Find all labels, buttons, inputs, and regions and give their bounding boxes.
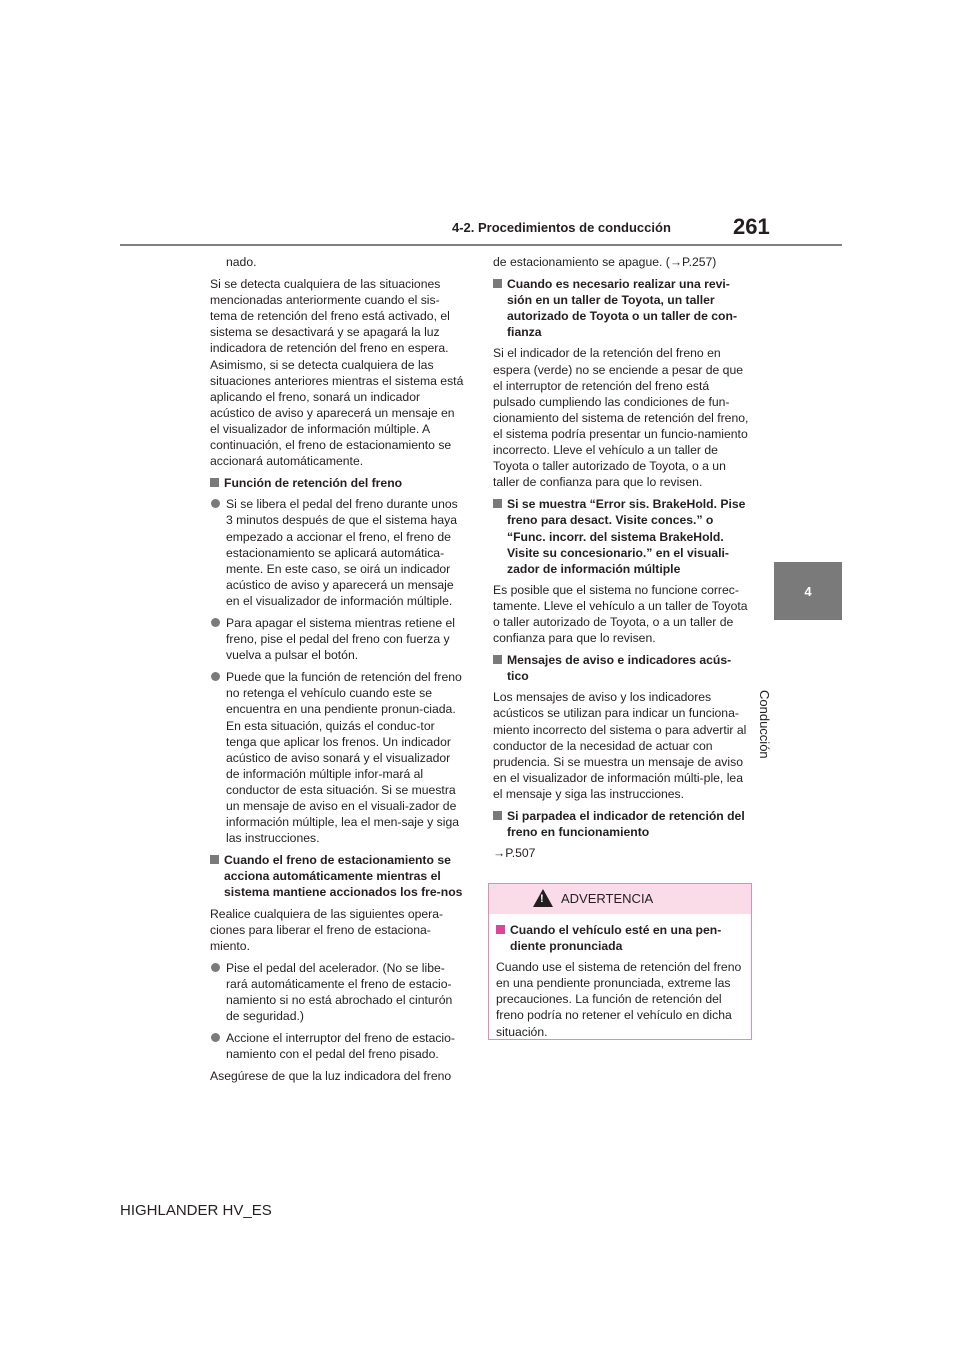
- square-bullet-icon: [493, 499, 502, 508]
- footer-model: HIGHLANDER HV_ES: [120, 1202, 272, 1219]
- circle-bullet-icon: [211, 963, 220, 972]
- paragraph-asegurese: Asegúrese de que la luz indicadora del freno: [210, 1069, 452, 1084]
- chapter-label: [756, 690, 772, 759]
- heading-parpadea: Si parpadea el indicador de retención del freno en funcionamiento: [493, 808, 749, 840]
- heading-mensajes: Mensajes de aviso e indicadores acús-tico: [493, 652, 749, 684]
- section-title: 4-2. Procedimientos de conducción: [452, 220, 671, 235]
- bullet-item: Pise el pedal del acelerador. (No se libe-rará automáticamente el freno de estacio-namiento si no está abrochado el cinturón de seguridad.): [210, 960, 466, 1024]
- circle-bullet-icon: [211, 499, 220, 508]
- square-bullet-icon: [493, 811, 502, 820]
- bullet-item: Si se libera el pedal del freno durante unos 3 minutos después de que el sistema haya empezado a accionar el freno, el freno de estacionamiento se aplicará automática-mente. En este caso, se oirá un indicador acústico de aviso y aparecerá un mensaje en el visualizador de información múltiple.: [210, 496, 466, 609]
- square-bullet-icon: [210, 855, 219, 864]
- square-bullet-icon: [493, 655, 502, 664]
- circle-bullet-icon: [211, 672, 220, 681]
- heading-error: Si se muestra “Error sis. BrakeHold. Pise freno para desact. Visite conces.” o “Func. incorr. del sistema BrakeHold. Visite su concesionario.” en el visuali-zador de información múltiple: [493, 496, 749, 576]
- square-bullet-icon: [496, 925, 505, 934]
- warning-box: [488, 883, 752, 1040]
- paragraph-realice: Realice cualquiera de las siguientes opera-ciones para liberar el freno de estaciona-miento.: [210, 906, 444, 953]
- warning-text: Cuando use el sistema de retención del freno en una pendiente pronunciada, extreme las precauciones. La función de retención del freno podría no retener el vehículo en dicha situación.: [496, 960, 742, 1039]
- header-rule: [120, 244, 842, 246]
- warning-title: ADVERTENCIA: [561, 891, 654, 906]
- chapter-label-text: Conducción: [757, 690, 772, 759]
- paragraph-error: Es posible que el sistema no funcione correc-tamente. Lleve el vehículo a un taller de Toyota o taller autorizado de Toyota, o a un taller de confianza para que lo revisen.: [493, 582, 748, 646]
- warning-heading: Cuando el vehículo esté en una pen-diente pronunciada: [496, 922, 743, 954]
- page-number: 261: [733, 214, 770, 239]
- paragraph-nado: nado.: [226, 255, 257, 269]
- paragraph-revision: Si el indicador de la retención del freno en espera (verde) no se enciende a pesar de que el interruptor de retención del freno está pulsado cumpliendo las condiciones de fun-cionamiento del sistema de retención del freno, el sistema podría presentar un funcio-namiento incorrecto. Lleve el vehículo a un taller de Toyota o taller autorizado de Toyota, o a un taller de confianza para que lo revisen.: [493, 346, 749, 490]
- circle-bullet-icon: [211, 1033, 220, 1042]
- heading-funcion: Función de retención del freno: [210, 475, 466, 491]
- circle-bullet-icon: [211, 618, 220, 627]
- paragraph-continued: de estacionamiento se apague. (→P.257): [493, 255, 717, 269]
- paragraph-detect: Si se detecta cualquiera de las situaciones mencionadas anteriormente cuando el sis-tema de retención del freno está activado, el sistema se desactivará y se apagará la luz indicadora de retención del freno en espera. Asimismo, si se detecta cualquiera de las situaciones anteriores mientras el sistema está aplicando el freno, sonará un indicador acústico de aviso y aparecerá un mensaje en el visualizador de información múltiple. A continuación, el freno de estacionamiento se accionará automáticamente.: [210, 277, 464, 469]
- chapter-tab[interactable]: [774, 562, 842, 620]
- left-column: [210, 254, 466, 1091]
- heading-revision: Cuando es necesario realizar una revi-sión en un taller de Toyota, un taller autorizado de Toyota o un taller de con-fianza: [493, 276, 749, 340]
- warning-triangle-icon: [533, 889, 553, 907]
- square-bullet-icon: [493, 279, 502, 288]
- bullet-item: Puede que la función de retención del freno no retenga el vehículo cuando este se encuentra en una pendiente pronun-ciada. En esta situación, quizás el conduc-tor tenga que aplicar los frenos. Un indicador acústico de aviso sonará y el visualizador de información múltiple infor-mará al conductor de esta situación. Si se muestra un mensaje de aviso en el visuali-zador de información múltiple, lea el men-saje y siga las instrucciones.: [210, 669, 466, 846]
- right-column: [493, 254, 749, 867]
- paragraph-mensajes: Los mensajes de aviso y los indicadores acústicos se utilizan para indicar un funciona-miento incorrecto del sistema o para advertir al conductor de la necesidad de actuar con prudencia. Si se muestra un mensaje de aviso en el visualizador de información múlti-ple, lea el mensaje y siga las instrucciones.: [493, 690, 747, 801]
- bullet-item: Accione el interruptor del freno de estacio-namiento con el pedal del freno pisado.: [210, 1030, 466, 1062]
- page-reference-link[interactable]: →P.507: [493, 846, 536, 861]
- square-bullet-icon: [210, 478, 219, 487]
- warning-body: [489, 914, 751, 1040]
- heading-cuando: Cuando el freno de estacionamiento se acciona automáticamente mientras el sistema mantiene accionados los fre-nos: [210, 852, 466, 900]
- bullet-item: Para apagar el sistema mientras retiene el freno, pise el pedal del freno con fuerza y vuelva a pulsar el botón.: [210, 615, 466, 663]
- warning-header: [489, 884, 751, 914]
- chapter-number: 4: [804, 583, 812, 599]
